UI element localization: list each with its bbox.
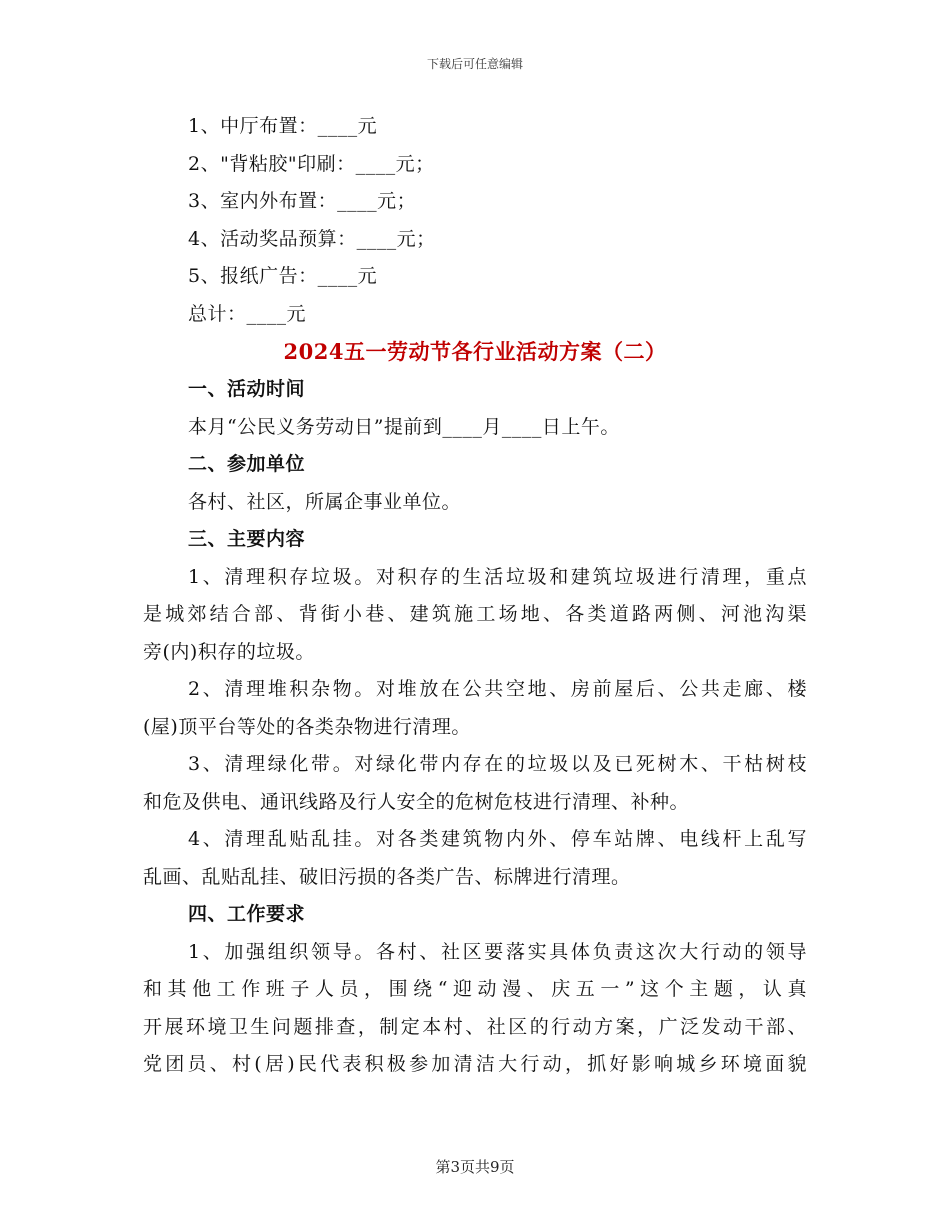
section-heading-time: 一、活动时间 [188,378,306,400]
paragraph-line: 2、清理堆积杂物。对堆放在公共空地、房前屋后、公共走廊、楼 [188,678,807,700]
section-heading-units: 二、参加单位 [188,453,306,475]
paragraph-line: 和危及供电、通讯线路及行人安全的危树危枝进行清理、补种。 [143,790,690,813]
paragraph-line: 是城郊结合部、背街小巷、建筑施工场地、各类道路两侧、河池沟渠 [143,603,807,625]
document-title: 2024五一劳动节各行业活动方案（二） [283,339,667,364]
paragraph-line: 4、清理乱贴乱挂。对各类建筑物内外、停车站牌、电线杆上乱写 [188,828,807,850]
paragraph-line: 旁(内)积存的垃圾。 [143,640,315,663]
section-heading-requirements: 四、工作要求 [188,903,306,925]
budget-item-4: 4、活动奖品预算：____元； [188,227,436,250]
paragraph-line: (屋)顶平台等处的各类杂物进行清理。 [143,715,471,738]
paragraph-line: 3、清理绿化带。对绿化带内存在的垃圾以及已死树木、干枯树枝 [188,753,807,775]
paragraph-line: 党团员、村(居)民代表积极参加清洁大行动，抓好影响城乡环境面貌 [143,1053,807,1075]
page-footer: 第3页共9页 [435,1158,515,1176]
budget-item-2: 2、"背粘胶"印刷：____元； [188,152,435,175]
budget-item-1: 1、中厅布置：____元 [188,115,378,137]
budget-total: 总计：____元 [188,302,307,325]
section-text-units: 各村、社区，所属企事业单位。 [188,490,462,513]
document-body [143,108,807,1084]
section-text-time: 本月“公民义务劳动日”提前到____月____日上午。 [188,415,620,438]
paragraph-line: 1、清理积存垃圾。对积存的生活垃圾和建筑垃圾进行清理，重点 [188,565,807,588]
budget-item-3: 3、室内外布置：____元； [188,190,417,212]
paragraph-line: 和其他工作班子人员，围绕“迎动漫、庆五一”这个主题，认真 [143,978,807,1000]
budget-item-5: 5、报纸广告：____元 [188,265,378,287]
page-header: 下载后可任意编辑 [426,57,523,71]
paragraph-line: 开展环境卫生问题排查，制定本村、社区的行动方案，广泛发动干部、 [143,1015,807,1038]
paragraph-line: 乱画、乱贴乱挂、破旧污损的各类广告、标牌进行清理。 [143,865,631,888]
paragraph-line: 1、加强组织领导。各村、社区要落实具体负责这次大行动的领导 [188,940,807,963]
section-heading-content: 三、主要内容 [188,528,306,550]
